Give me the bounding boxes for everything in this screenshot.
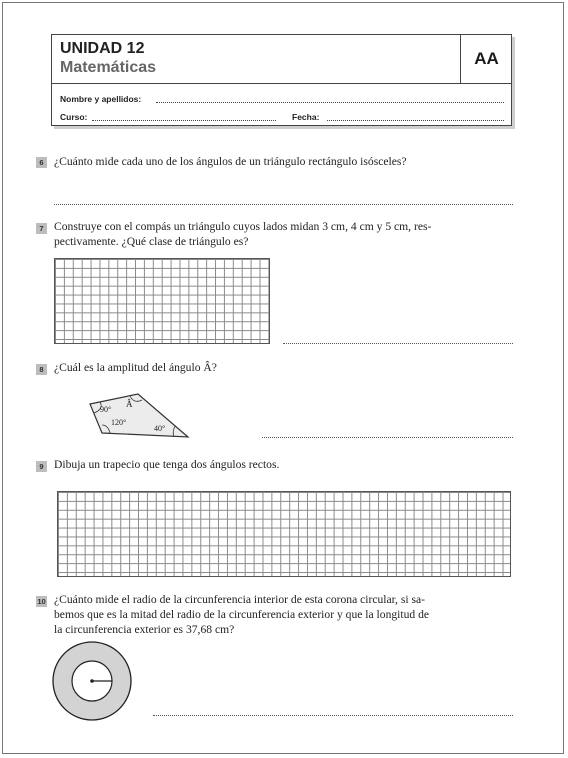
center-point (90, 679, 94, 683)
question-text-line: pectivamente. ¿Qué clase de triángulo es? (54, 235, 249, 248)
question-text-line: la circunferencia exterior es 37,68 cm? (54, 623, 235, 636)
course-label: Curso: (60, 112, 88, 122)
course-field[interactable] (92, 120, 276, 121)
question-number: 6 (36, 157, 47, 168)
question-text-line: ¿Cuánto mide el radio de la circunferencia interior de esta corona circular, si sa- (54, 593, 426, 606)
answer-line[interactable] (262, 437, 513, 438)
angle-label-90: 90° (100, 405, 112, 414)
name-label: Nombre y apellidos: (60, 94, 142, 104)
header-divider (52, 83, 511, 84)
angle-label-120: 120° (111, 418, 127, 427)
answer-line[interactable] (153, 715, 513, 716)
worksheet-header (51, 34, 512, 126)
answer-line[interactable] (283, 343, 513, 344)
question-text-line: Construye con el compás un triángulo cuyos lados midan 3 cm, 4 cm y 5 cm, res- (54, 220, 432, 233)
unit-title: UNIDAD 12 (60, 40, 145, 57)
level-code: AA (460, 35, 512, 83)
drawing-grid[interactable] (57, 491, 511, 577)
angle-label-40: 40° (154, 424, 166, 433)
quadrilateral-figure (82, 392, 194, 442)
name-field[interactable] (156, 102, 504, 103)
date-field[interactable] (327, 120, 504, 121)
question-text: Dibuja un trapecio que tenga dos ángulos rectos. (54, 458, 280, 471)
question-number: 7 (36, 223, 47, 234)
date-label: Fecha: (292, 112, 320, 122)
question-number: 8 (36, 364, 47, 375)
question-text: ¿Cuál es la amplitud del ángulo Â? (54, 361, 217, 374)
question-text: ¿Cuánto mide cada uno de los ángulos de un triángulo rectángulo isósceles? (54, 155, 407, 168)
question-number: 9 (36, 461, 47, 472)
subject-title: Matemáticas (60, 59, 157, 76)
drawing-grid[interactable] (54, 258, 270, 344)
question-text-line: bemos que es la mitad del radio de la circunferencia exterior y que la longitud de (54, 608, 430, 621)
answer-line[interactable] (54, 204, 513, 205)
circular-crown-figure (51, 640, 135, 724)
angle-label-a: Â (126, 399, 133, 409)
question-number: 10 (37, 597, 46, 606)
